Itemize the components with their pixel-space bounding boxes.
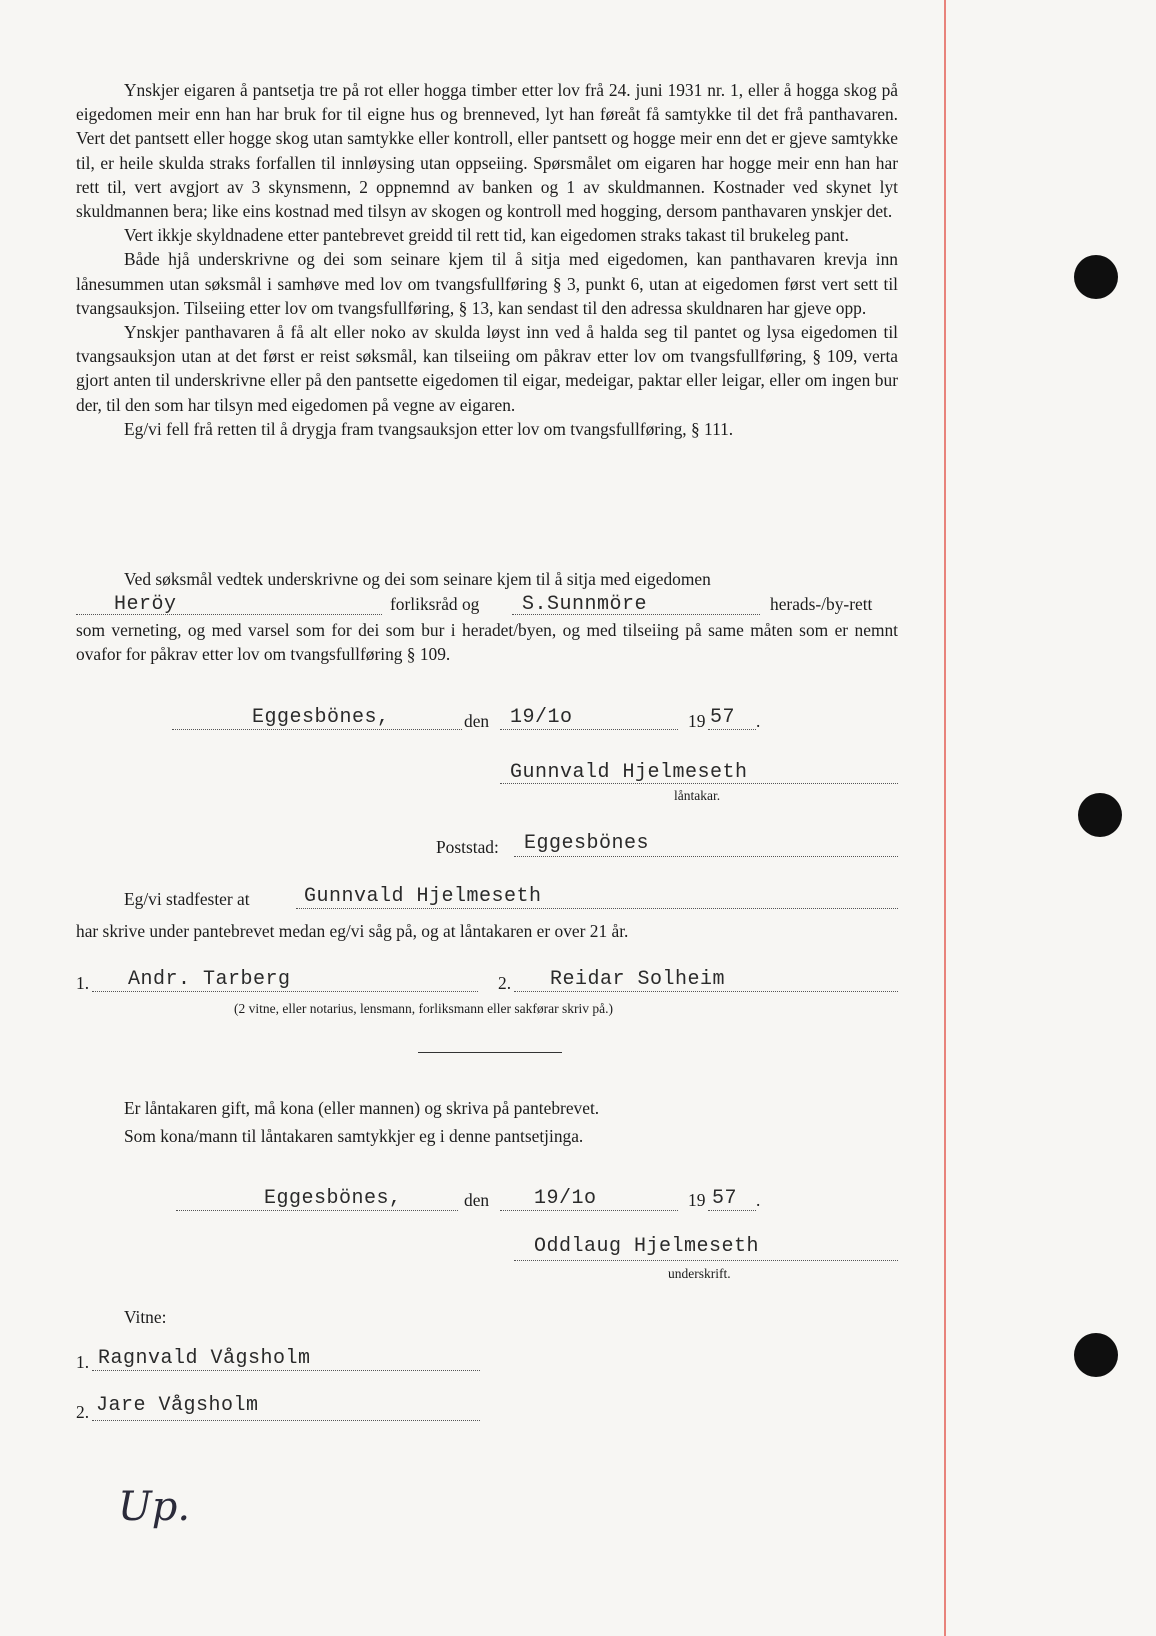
terms-paragraph: Både hjå underskrivne og dei som seinare kjem til å sitja med eigedomen, kan panthavaren krevja inn lånesummen utan søksmål i samhøve med lov om tvangsfullføring § 3, punkt 6, utan at eigedomen først vert sett til tvangsauksjon. Tilseiing etter lov om tvangsfullføring, § 13, kan sendast til den adressa skuldnaren har gjeve opp.: [76, 249, 898, 318]
attestation-statement: har skrive under pantebrevet medan eg/vi såg på, og at låntakaren er over 21 år.: [76, 921, 629, 941]
spouse-signature-line: [514, 1260, 898, 1261]
spouse-date-field: [500, 1210, 678, 1211]
borrower-place: Eggesbönes,: [252, 706, 390, 729]
spouse-role: underskrift.: [668, 1266, 731, 1281]
borrower-period: .: [756, 711, 761, 731]
spouse-year-prefix: 19: [688, 1190, 706, 1210]
borrower-date-field: [500, 729, 678, 730]
witness-two-line: [92, 1420, 480, 1421]
punch-hole: [1074, 1333, 1118, 1377]
venue-rest-text: som verneting, og med varsel som for dei som bur i heradet/byen, og med tilseiing på same måten som er nemnt ovafor for påkrav etter lov om tvangsfullføring § 109.: [76, 620, 898, 665]
spouse-den-label: den: [464, 1190, 490, 1210]
witness-note: (2 vitne, eller notarius, lensmann, forliksmann eller sakførar skriv på.): [234, 1001, 614, 1016]
spouse-date: 19/1o: [534, 1187, 597, 1210]
borrower-den-label: den: [464, 711, 490, 731]
spouse-year-suffix: 57: [712, 1187, 738, 1210]
witness2-number: 2.: [498, 973, 512, 993]
terms-paragraph: Eg/vi fell frå retten til å drygja fram tvangsauksjon etter lov om tvangsfullføring, § 111.: [124, 418, 734, 439]
spouse-period: .: [756, 1190, 761, 1210]
section-divider: [418, 1052, 562, 1053]
poststad-value: Eggesbönes: [524, 832, 650, 855]
witness1-line: [92, 991, 478, 992]
spouse-signature: Oddlaug Hjelmeseth: [534, 1235, 760, 1258]
borrower-signature-line: [500, 783, 898, 784]
spouse-place-field: [176, 1210, 458, 1211]
venue-court-value: Heröy: [114, 593, 177, 616]
borrower-year-suffix: 57: [710, 706, 736, 729]
attestation-name-line: [296, 908, 898, 909]
borrower-date: 19/1o: [510, 706, 573, 729]
attestation-name: Gunnvald Hjelmeseth: [304, 885, 542, 908]
witness-one: Ragnvald Vågsholm: [98, 1347, 311, 1370]
witness-two-number: 2.: [76, 1402, 90, 1422]
venue-mid: forliksråd og: [390, 594, 480, 614]
borrower-year-field: [708, 729, 756, 730]
spouse-line2: Som kona/mann til låntakaren samtykkjer eg i denne pantsetjinga.: [124, 1126, 584, 1146]
poststad-line: [514, 856, 898, 857]
venue-tail: herads-/by-rett: [770, 594, 873, 614]
attestation-witness1: Andr. Tarberg: [128, 968, 291, 991]
terms-paragraph: Ynskjer panthavaren å få alt eller noko av skulda løyst inn ved å halda seg til pantet og lysa eigedomen til tvangsauksjon utan at det først er reist søksmål, kan tilseiing om påkrav etter lov om tvangsfullføring, § 109, verta gjort anten til underskrivne eller på den pantsette eigedomen til eigar, medeigar, paktar eller leigar, eller om ingen bur der, til den som har tilsyn med eigedomen på vegne av eigaren.: [76, 322, 898, 415]
venue-intro: Ved søksmål vedtek underskrivne og dei som seinare kjem til å sitja med eigedomen: [124, 569, 711, 589]
attestation-lead: Eg/vi stadfester at: [124, 889, 250, 909]
witness1-number: 1.: [76, 973, 90, 993]
handwritten-initials: Up.: [118, 1484, 191, 1530]
witness-one-line: [92, 1370, 480, 1371]
venue-rest: [76, 618, 898, 666]
terms-paragraph: Ynskjer eigaren å pantsetja tre på rot eller hogga timber etter lov frå 24. juni 1931 nr. 1, eller å hogga skog på eigedomen meir enn han har bruk for til eigne hus og brenneved, lyt han føreåt få samtykke til det frå panthavaren. Vert det pantsett eller hogge skog utan samtykke eller kontroll, eller pantsett og hogge meir enn det er gjeve samtykke til, er heile skulda straks forfallen til innløysing utan oppseiing. Spørsmålet om eigaren har hogge meir enn han har rett til, vert avgjort av 3 skynsmenn, 2 oppnemnd av banken og 1 av skuldmannen. Kostnader ved skynet lyt skuldmannen bera; like eins kostnad med tilsyn av skogen og kontroll med hogging, dersom panthavaren ynskjer det.: [76, 80, 898, 222]
borrower-year-prefix: 19: [688, 711, 706, 731]
red-margin-line: [944, 0, 946, 1636]
witness2-line: [514, 991, 898, 992]
punch-hole: [1078, 793, 1122, 837]
borrower-role: låntakar.: [674, 788, 721, 803]
witness-two: Jare Vågsholm: [96, 1394, 259, 1417]
borrower-signature: Gunnvald Hjelmeseth: [510, 761, 748, 784]
borrower-place-field: [172, 729, 462, 730]
spouse-line1: Er låntakaren gift, må kona (eller mannen) og skriva på pantebrevet.: [124, 1098, 600, 1118]
punch-hole: [1074, 255, 1118, 299]
venue-district-value: S.Sunnmöre: [522, 593, 648, 616]
witness-one-number: 1.: [76, 1352, 90, 1372]
terms-text: [76, 78, 898, 441]
spouse-place: Eggesbönes,: [264, 1187, 402, 1210]
attestation-witness2: Reidar Solheim: [550, 968, 726, 991]
spouse-year-field: [708, 1210, 756, 1211]
witnesses-label: Vitne:: [124, 1307, 167, 1327]
terms-paragraph: Vert ikkje skyldnadene etter pantebrevet greidd til rett tid, kan eigedomen straks takast til brukeleg pant.: [124, 225, 849, 246]
poststad-label: Poststad:: [436, 837, 499, 857]
